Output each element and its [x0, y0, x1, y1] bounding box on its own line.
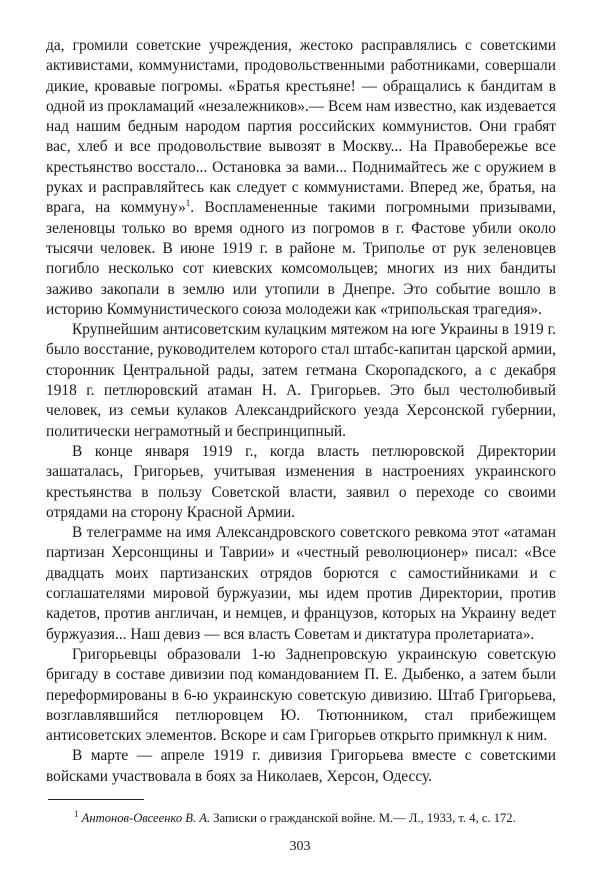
- paragraph-4: В телеграмме на имя Александровского советского ревкома этот «атаман партизан Херсонщины и Таврии» и «честный революционер» писал: «Все двадцать моих партизанских отрядов борются с самостийниками и с соглашателями мировой буржуазии, мы идем против Директории, против кадетов, против англичан, и немцев, и французов, которых на Украину ведет буржуазия... Наш девиз — вся власть Советам и диктатура пролетариата».: [46, 524, 556, 643]
- page-body: [46, 36, 556, 827]
- paragraph-5: Григорьевцы образовали 1-ю Заднепровскую украинскую советскую бригаду в составе дивизии под командованием П. Е. Дыбенко, а затем были переформированы в 6-ю украинскую советскую дивизию. Штаб Григорьева, возглавлявшийся петлюровцем Ю. Тютюнником, стал прибежищем антисоветских элементов. Вскоре и сам Григорьев открыто примкнул к ним.: [46, 645, 556, 745]
- paragraph-1-text: да, громили советские учреждения, жестоко расправлялись с советскими активистами, коммунистами, продовольственными работниками, совершали дикие, кровавые погромы. «Братья крестьяне! — обращались к бандитам в одной из прокламаций «незалежников».— Всем нам известно, как издевается над нашим бедным народом партия российских коммунистов. Они грабят вас, хлеб и все продовольствие вывозят в Москву... На Правобережье все крестьянство восстало... Остановка за вами... Поднимайтесь же с оружием в руках и расправляйтесь как следует с коммунистами. Вперед же, братья, на врага, на коммуну»: [46, 37, 556, 217]
- paragraph-2: Крупнейшим антисоветским кулацким мятежом на юге Украины в 1919 г. было восстание, руководителем которого стал штабс-капитан царской армии, сторонник Центральной рады, затем гетмана Скоропадского, а с декабря 1918 г. петлюровский атаман Н. А. Григорьев. Это был честолюбивый человек, из семьи кулаков Александрийского уезда Херсонской губернии, политически неграмотный и беспринципный.: [46, 321, 556, 440]
- footnote-text: Записки о гражданской войне. М.— Л., 1933, т. 4, с. 172.: [213, 810, 516, 825]
- paragraph-1-text-continued: . Воспламененные такими погромными призывами, зеленовцы только во время одного из погромов в г. Фастове убили около тысячи человек. В июне 1919 г. в районе м. Триполье от рук зеленовцев погибло несколько сот киевских комсомольцев; многих из них бандиты заживо закопали в землю или утопили в Днепре. Это событие вошло в историю Коммунистического союза молодежи как «трипольская трагедия».: [46, 199, 556, 318]
- paragraph-6: В марте — апреле 1919 г. дивизия Григорьева вместе с советскими войсками участвовала в боях за Николаев, Херсон, Одессу.: [46, 747, 556, 785]
- footnote-marker: 1: [74, 808, 79, 819]
- page-number: 303: [289, 839, 311, 854]
- footnote-reference[interactable]: 1: [185, 198, 191, 209]
- paragraph-3: В конце января 1919 г., когда власть петлюровской Директории зашаталась, Григорьев, учитывая изменения в настроениях украинского крестьянства в пользу Советской власти, заявил о переходе со своими отрядами на сторону Красной Армии.: [46, 442, 556, 521]
- footnote: [46, 810, 556, 827]
- footnote-author: Антонов-Овсеенко В. А.: [81, 810, 211, 825]
- paragraph-1: [46, 36, 556, 320]
- footnote-divider: [48, 799, 144, 800]
